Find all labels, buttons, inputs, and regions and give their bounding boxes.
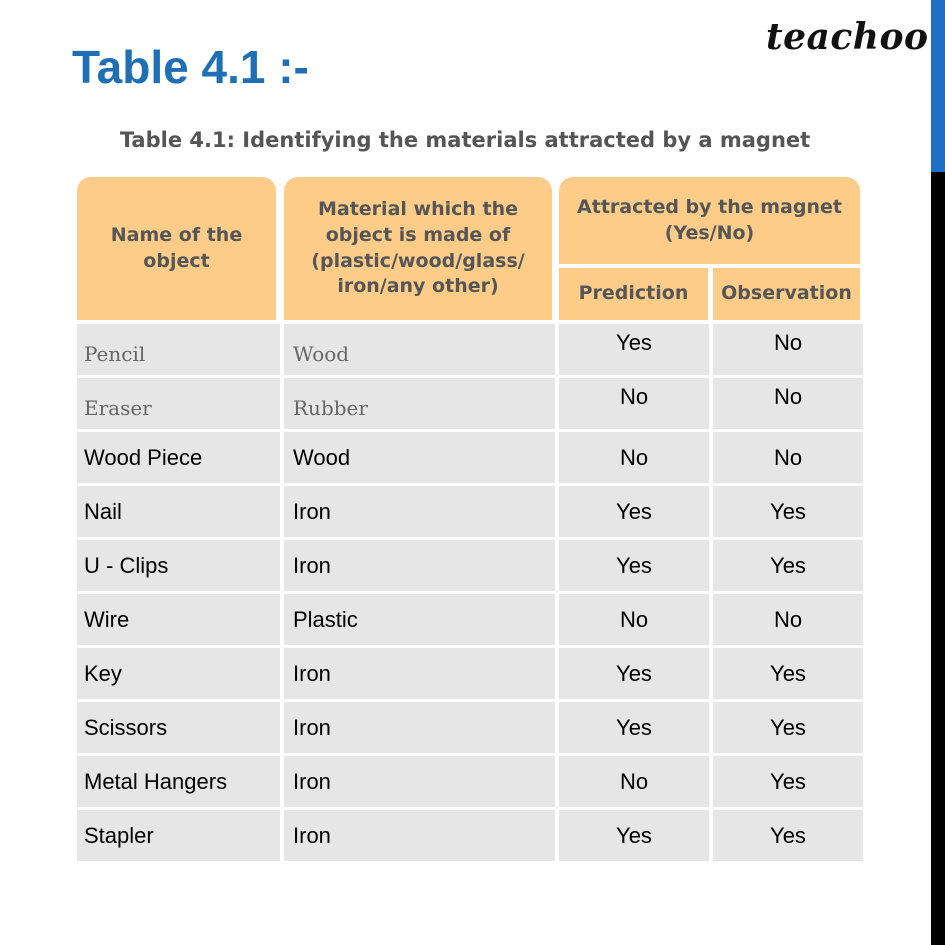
table-row bbox=[77, 324, 863, 375]
brand-logo: teachoo bbox=[766, 16, 929, 58]
table-row bbox=[77, 486, 863, 537]
table-row bbox=[77, 378, 863, 429]
cell-prediction: Yes bbox=[559, 702, 709, 753]
cell-name: Nail bbox=[77, 486, 280, 537]
side-accent-bar bbox=[931, 0, 945, 172]
cell-name: Pencil bbox=[77, 324, 280, 375]
cell-material: Iron bbox=[284, 810, 555, 861]
cell-observation: Yes bbox=[713, 486, 863, 537]
cell-prediction: No bbox=[559, 432, 709, 483]
cell-name: Wood Piece bbox=[77, 432, 280, 483]
cell-material: Plastic bbox=[284, 594, 555, 645]
cell-prediction: Yes bbox=[559, 648, 709, 699]
header-observation: Observation bbox=[713, 268, 860, 320]
cell-name: Wire bbox=[77, 594, 280, 645]
cell-observation: Yes bbox=[713, 540, 863, 591]
cell-material: Rubber bbox=[284, 378, 555, 429]
table-row bbox=[77, 702, 863, 753]
table-row bbox=[77, 432, 863, 483]
cell-observation: Yes bbox=[713, 756, 863, 807]
cell-observation: No bbox=[713, 594, 863, 645]
cell-observation: Yes bbox=[713, 648, 863, 699]
header-name: Name of the object bbox=[77, 177, 276, 320]
table-row bbox=[77, 540, 863, 591]
cell-prediction: Yes bbox=[559, 324, 709, 375]
header-attracted: Attracted by the magnet (Yes/No) bbox=[559, 177, 860, 264]
cell-name: U - Clips bbox=[77, 540, 280, 591]
cell-material: Iron bbox=[284, 486, 555, 537]
cell-prediction: Yes bbox=[559, 540, 709, 591]
cell-prediction: Yes bbox=[559, 486, 709, 537]
table-row bbox=[77, 810, 863, 861]
cell-material: Iron bbox=[284, 648, 555, 699]
cell-prediction: No bbox=[559, 594, 709, 645]
header-material: Material which the object is made of (plastic/wood/glass/ iron/any other) bbox=[284, 177, 552, 320]
cell-prediction: No bbox=[559, 378, 709, 429]
cell-prediction: No bbox=[559, 756, 709, 807]
cell-material: Iron bbox=[284, 756, 555, 807]
cell-observation: Yes bbox=[713, 702, 863, 753]
table-row bbox=[77, 756, 863, 807]
cell-observation: No bbox=[713, 324, 863, 375]
cell-material: Iron bbox=[284, 702, 555, 753]
cell-name: Key bbox=[77, 648, 280, 699]
cell-observation: No bbox=[713, 378, 863, 429]
cell-prediction: Yes bbox=[559, 810, 709, 861]
cell-observation: Yes bbox=[713, 810, 863, 861]
cell-name: Scissors bbox=[77, 702, 280, 753]
cell-name: Eraser bbox=[77, 378, 280, 429]
cell-material: Wood bbox=[284, 324, 555, 375]
table-row bbox=[77, 594, 863, 645]
slide-title: Table 4.1 :- bbox=[72, 41, 309, 93]
table-caption: Table 4.1: Identifying the materials attracted by a magnet bbox=[119, 128, 811, 152]
header-prediction: Prediction bbox=[559, 268, 708, 320]
table-row bbox=[77, 648, 863, 699]
cell-name: Stapler bbox=[77, 810, 280, 861]
cell-material: Wood bbox=[284, 432, 555, 483]
cell-observation: No bbox=[713, 432, 863, 483]
cell-material: Iron bbox=[284, 540, 555, 591]
cell-name: Metal Hangers bbox=[77, 756, 280, 807]
